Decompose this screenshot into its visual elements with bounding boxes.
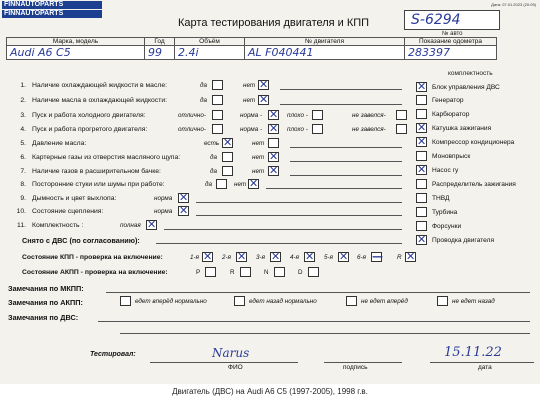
checkbox[interactable]: ✕ (269, 108, 279, 121)
checkbox[interactable]: ✕ (179, 204, 189, 217)
checkbox[interactable]: ✕ (259, 78, 269, 91)
komplekt-label: Генератор (432, 97, 464, 104)
checkbox[interactable]: ✕ (179, 191, 189, 204)
check-label: Комплектность : (32, 222, 84, 229)
checkbox[interactable] (212, 95, 223, 105)
gear-checkbox[interactable] (240, 267, 251, 277)
gear-label: R (397, 254, 402, 261)
remarks-mkpp-label: Замечания по МКПП: (8, 284, 84, 293)
checkbox[interactable]: ✕ (417, 121, 427, 134)
akpp-label: Состояние АКПП - проверка на включение: (22, 269, 168, 276)
check-number: 4. (20, 126, 26, 133)
gear-checkbox[interactable] (274, 267, 285, 277)
answer-line (290, 175, 402, 176)
value-year: 99 (145, 46, 175, 60)
option-label: нет (252, 140, 265, 147)
check-number: 3. (20, 112, 26, 119)
gear-label: P (196, 269, 201, 276)
checkbox[interactable] (222, 166, 233, 176)
gear-checkbox[interactable]: — (372, 250, 383, 263)
logo-line-2: FINNAUTOPARTS (2, 10, 102, 18)
check-label: Посторонние стуки или шумы при работе: (32, 181, 165, 188)
option-label: да (210, 154, 217, 161)
option-label: плохо - (287, 112, 308, 119)
komplekt-label: Турбина (432, 209, 458, 216)
value-engine-number: AL F040441 (245, 46, 405, 60)
gear-label: 1-я (190, 254, 199, 261)
checkbox[interactable]: ✕ (147, 218, 157, 231)
remarks-dvs-line-2[interactable] (120, 333, 530, 334)
gear-checkbox[interactable] (205, 267, 216, 277)
check-label: Наличие охлаждающей жидкости в масле: (32, 82, 167, 89)
checkbox[interactable]: ✕ (249, 177, 259, 190)
option-label: отлично- (178, 126, 206, 133)
gear-checkbox[interactable] (308, 267, 319, 277)
gear-checkbox[interactable]: ✕ (339, 250, 349, 263)
tester-name-handwritten: Narus (212, 346, 250, 360)
checkbox[interactable] (216, 179, 227, 189)
check-label: Наличие масла в охлаждающей жидкости: (32, 97, 167, 104)
komplekt-label: Компрессор кондиционера (432, 139, 515, 146)
komplekt-label: Распределитель зажигания (432, 181, 516, 188)
checkbox[interactable] (222, 152, 233, 162)
checkbox[interactable] (416, 95, 427, 105)
checkbox[interactable] (416, 179, 427, 189)
check-label: Состояние сцепления: (32, 208, 104, 215)
date-line (430, 362, 534, 363)
date-handwritten: 15.11.22 (444, 345, 502, 360)
removed-label: Снято с ДВС (по согласованию): (22, 236, 140, 245)
checkbox[interactable] (234, 296, 245, 306)
option-label: норма - (240, 112, 263, 119)
kpp-label: Состояние КПП - проверка на включение: (22, 254, 163, 261)
option-label: нет (234, 181, 247, 188)
option-label: нет (243, 82, 256, 89)
checkbox[interactable] (416, 207, 427, 217)
gear-label: 4-я (290, 254, 299, 261)
checkbox[interactable] (437, 296, 448, 306)
date-caption: дата (478, 364, 492, 371)
checkbox[interactable]: ✕ (259, 93, 269, 106)
checkbox[interactable]: ✕ (269, 150, 279, 163)
check-number: 10. (16, 208, 26, 215)
komplekt-label: Проводка двигателя (432, 237, 495, 244)
option-label: норма (154, 195, 173, 202)
value-volume: 2.4i (175, 46, 245, 60)
removed-line (156, 243, 402, 244)
checkbox[interactable] (120, 296, 131, 306)
reg-number-label: № авто (442, 31, 463, 37)
check-label: Дымность и цвет выхлопа: (32, 195, 117, 202)
fio-line (150, 362, 298, 363)
answer-line (266, 188, 402, 189)
check-number: 5. (20, 140, 26, 147)
remarks-mkpp-line[interactable] (106, 292, 530, 293)
komplekt-label: Катушка зажигания (432, 125, 492, 132)
gear-label: R (230, 269, 235, 276)
remarks-dvs-line[interactable] (98, 321, 530, 322)
vehicle-header-table (6, 37, 497, 60)
checkbox[interactable]: ✕ (417, 135, 427, 148)
checkbox[interactable] (416, 193, 427, 203)
checkbox[interactable] (416, 221, 427, 231)
check-number: 7. (20, 168, 26, 175)
checkbox[interactable] (346, 296, 357, 306)
akpp-option-label: едет назад нормально (249, 298, 317, 305)
check-number: 6. (20, 154, 26, 161)
check-number: 8. (20, 181, 26, 188)
gear-label: N (264, 269, 269, 276)
option-label: нет (252, 168, 265, 175)
checkbox[interactable] (268, 138, 279, 148)
check-label: Пуск и работа прогретого двигателя: (32, 126, 148, 133)
komplekt-label: Карбюратор (432, 111, 470, 118)
value-odometer: 283397 (405, 46, 497, 60)
gear-label: 2-я (222, 254, 231, 261)
logo-line-1: FINNAUTOPARTS (2, 1, 102, 9)
gear-label: 3-я (256, 254, 265, 261)
col-header-volume: Объём (175, 38, 245, 46)
col-header-engine-number: № двигателя (245, 38, 405, 46)
date-stamp: Дата: 07.01.2023 (20:09) (491, 2, 536, 7)
check-label: Пуск и работа холодного двигателя: (32, 112, 146, 119)
gear-checkbox[interactable]: ✕ (406, 250, 416, 263)
option-label: норма - (240, 126, 263, 133)
col-header-year: Год (145, 38, 175, 46)
signature-line (324, 362, 402, 363)
answer-line (164, 229, 402, 230)
answer-line (290, 161, 402, 162)
checkbox[interactable] (396, 124, 407, 134)
checkbox[interactable] (416, 109, 427, 119)
gear-label: 6-я (357, 254, 366, 261)
option-label: нет (252, 154, 265, 161)
reg-number-field: S-6294 (404, 10, 500, 30)
gear-checkbox[interactable]: ✕ (237, 250, 247, 263)
checkbox[interactable] (312, 110, 323, 120)
checkbox[interactable]: ✕ (417, 163, 427, 176)
option-label: норма (154, 208, 173, 215)
remarks-dvs-label: Замечания по ДВС: (8, 313, 79, 322)
checkbox[interactable]: ✕ (417, 80, 427, 93)
value-model: Audi A6 C5 (7, 46, 145, 60)
check-number: 1. (20, 82, 26, 89)
gear-label: D (298, 269, 303, 276)
option-label: есть (204, 140, 220, 147)
komplekt-label: Моновпрыск (432, 153, 471, 160)
option-label: да (200, 82, 207, 89)
checkbox[interactable] (416, 151, 427, 161)
checkbox[interactable] (212, 110, 223, 120)
komplekt-label: Форсунки (432, 223, 462, 230)
akpp-option-label: не едет вперёд (361, 298, 408, 305)
image-caption: Двигатель (ДВС) на Audi A6 C5 (1997-2005), 1998 г.в. (0, 384, 540, 400)
gear-checkbox[interactable]: ✕ (305, 250, 315, 263)
akpp-option-label: едет вперёд нормально (135, 298, 207, 305)
check-label: Давление масла: (32, 140, 87, 147)
col-header-odometer: Показание одометра (405, 38, 497, 46)
checkbox[interactable]: ✕ (417, 233, 427, 246)
checkbox[interactable] (212, 80, 223, 90)
option-label: нет (243, 97, 256, 104)
checkbox[interactable] (396, 110, 407, 120)
check-number: 11. (17, 222, 26, 229)
answer-line (196, 202, 402, 203)
gear-checkbox[interactable]: ✕ (271, 250, 281, 263)
check-number: 9. (20, 195, 26, 202)
option-label: полная (120, 222, 141, 229)
check-label: Наличие газов в расширительном бачке: (32, 168, 161, 175)
komplekt-label: Блок управления ДВС (432, 84, 500, 91)
answer-line (280, 89, 402, 90)
check-number: 2. (20, 97, 26, 104)
komplekt-label: ТНВД (432, 195, 450, 202)
komplekt-label: Насос гу (432, 167, 459, 174)
option-label: не завелся- (352, 126, 386, 133)
checkbox[interactable] (212, 124, 223, 134)
option-label: отлично- (178, 112, 206, 119)
komplektnost-heading: комплектность (448, 70, 493, 77)
checkbox[interactable]: ✕ (269, 122, 279, 135)
answer-line (290, 147, 402, 148)
checkbox[interactable]: ✕ (269, 164, 279, 177)
answer-line (196, 215, 402, 216)
option-label: да (200, 97, 207, 104)
answer-line (280, 104, 402, 105)
page-title: Карта тестирования двигателя и КПП (178, 17, 370, 29)
gear-checkbox[interactable]: ✕ (203, 250, 213, 263)
checkbox[interactable]: ✕ (223, 136, 233, 149)
option-label: да (205, 181, 212, 188)
check-label: Картерные газы из отверстия масляного щупа: (32, 154, 181, 161)
gear-label: 5-я (324, 254, 333, 261)
checkbox[interactable] (312, 124, 323, 134)
option-label: не завелся- (352, 112, 386, 119)
option-label: плохо - (287, 126, 308, 133)
akpp-option-label: не едет назад (452, 298, 495, 305)
signature-caption: подпись (343, 364, 368, 371)
fio-caption: ФИО (228, 364, 243, 371)
col-header-model: Марка, модель (7, 38, 145, 46)
tested-label: Тестировал: (90, 351, 136, 358)
option-label: да (210, 168, 217, 175)
remarks-akpp-label: Замечания по АКПП: (8, 298, 83, 307)
